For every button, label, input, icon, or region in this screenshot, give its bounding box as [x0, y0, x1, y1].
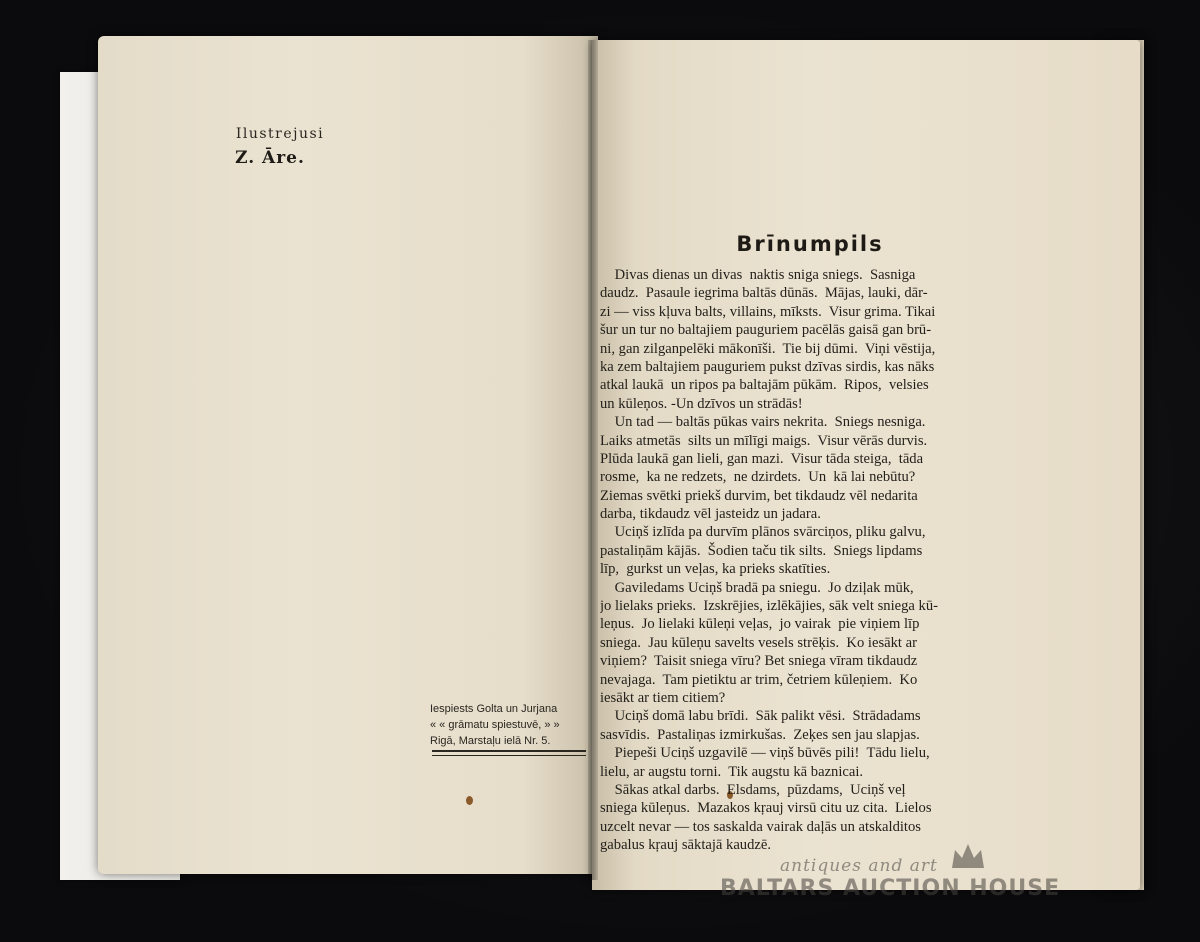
- text-line: uzcelt nevar — tos saskalda vairak daļās un atskalditos: [600, 818, 921, 835]
- text-line: Sākas atkal darbs. Elsdams, pūzdams, Uciņš veļ: [600, 781, 906, 798]
- text-line: rosme, ka ne redzets, ne dzirdets. Un kā lai nebūtu?: [600, 469, 916, 486]
- chapter-title: Brīnumpils: [736, 232, 884, 256]
- text-line: sniega. Jau kūleņu savelts vesels strēķis. Ko iesākt ar: [600, 634, 917, 651]
- text-line: gabalus kŗauj sāktajā kaudzē.: [600, 837, 771, 854]
- text-line: Piepeši Uciņš uzgavilē — viņš būvēs pili! Tādu lielu,: [600, 745, 930, 762]
- text-line: atkal laukā un ripos pa baltajām pūkām. Ripos, velsies: [600, 377, 929, 394]
- foxing-stain: [466, 796, 473, 805]
- text-line: Uciņš domā labu brīdi. Sāk palikt vēsi. Strādadams: [600, 708, 921, 725]
- crown-icon: [950, 842, 986, 872]
- text-line: jo lielaks prieks. Izskrējies, izlēkājies, sāk velt sniega kū-: [600, 598, 938, 615]
- text-line: Un tad — baltās pūkas vairs nekrita. Sniegs nesniga.: [600, 414, 926, 431]
- text-line: Gaviledams Uciņš bradā pa sniegu. Jo dziļak mūk,: [600, 579, 914, 596]
- book-gutter: [588, 40, 598, 880]
- printer-imprint: [430, 701, 588, 749]
- body-text: [600, 266, 1040, 855]
- text-line: šur un tur no baltajiem pauguriem pacēlās gaisā gan brū-: [600, 322, 932, 339]
- text-line: darba, tikdaudz vēl jasteidz un jadara.: [600, 506, 821, 523]
- text-line: pastaliņām kājās. Šodien taču tik silts. Sniegs lipdams: [600, 542, 923, 559]
- text-line: sniega kūleņus. Mazakos kŗauj virsū citu uz cita. Lielos: [600, 800, 932, 817]
- imprint-line: Iespiests Golta un Jurjana: [430, 703, 558, 715]
- text-line: viņiem? Taisit sniega vīru? Bet sniega vīram tikdaudz: [600, 653, 918, 670]
- text-line: ka zem baltajiem pauguriem pukst dzīvas sirdis, kas nāks: [600, 358, 935, 375]
- text-line: ni, gan zilganpelēki mākonīši. Tie bij dūmi. Viņi vēstija,: [600, 340, 936, 357]
- imprint-line: Rigā, Marstaļu ielā Nr. 5.: [430, 735, 551, 747]
- text-line: Plūda laukā gan lieli, gan mazi. Visur tāda steiga, tāda: [600, 450, 924, 467]
- text-line: Uciņš izlīda pa durvīm plānos svārciņos, pliku galvu,: [600, 524, 926, 541]
- illustrator-label: Ilustrejusi: [235, 126, 325, 142]
- imprint-rule: [432, 750, 586, 756]
- watermark-brand: BALTARS AUCTION HOUSE: [720, 876, 1061, 901]
- text-line: līp, gurkst un veļas, ka prieks skatīties.: [600, 561, 831, 578]
- text-line: sasvīdis. Pastaliņas izmirkušas. Zeķes sen jau slapjas.: [600, 726, 920, 743]
- auction-watermark: [720, 854, 1120, 924]
- imprint-line: « « grāmatu spiestuvē, » »: [430, 719, 560, 731]
- text-line: Ziemas svētki priekš durvim, bet tikdaudz vēl nedarita: [600, 487, 918, 504]
- text-line: lielu, ar augstu torni. Tik augstu kā baznicai.: [600, 763, 864, 780]
- text-line: leņus. Jo lielaki kūleņi veļas, jo vairak pie viņiem līp: [600, 616, 920, 633]
- text-line: zi — viss kļuva balts, villains, mīksts. Visur grima. Tikai: [600, 303, 936, 320]
- text-line: un kūleņos. -Un dzīvos un strādās!: [600, 395, 803, 412]
- text-line: Laiks atmetās silts un mīlīgi maigs. Visur vērās durvis.: [600, 432, 928, 449]
- text-line: iesākt ar tiem citiem?: [600, 689, 726, 706]
- watermark-tagline: antiques and art: [780, 856, 938, 876]
- text-line: nevajaga. Tam pietiktu ar trim, četriem kūleņiem. Ko: [600, 671, 918, 688]
- text-line: daudz. Pasaule iegrima baltās dūnās. Mājas, lauki, dār-: [600, 285, 928, 302]
- text-line: Divas dienas un divas naktis sniga sniegs. Sasniga: [600, 267, 916, 283]
- illustrator-name: Z. Āre.: [235, 148, 305, 168]
